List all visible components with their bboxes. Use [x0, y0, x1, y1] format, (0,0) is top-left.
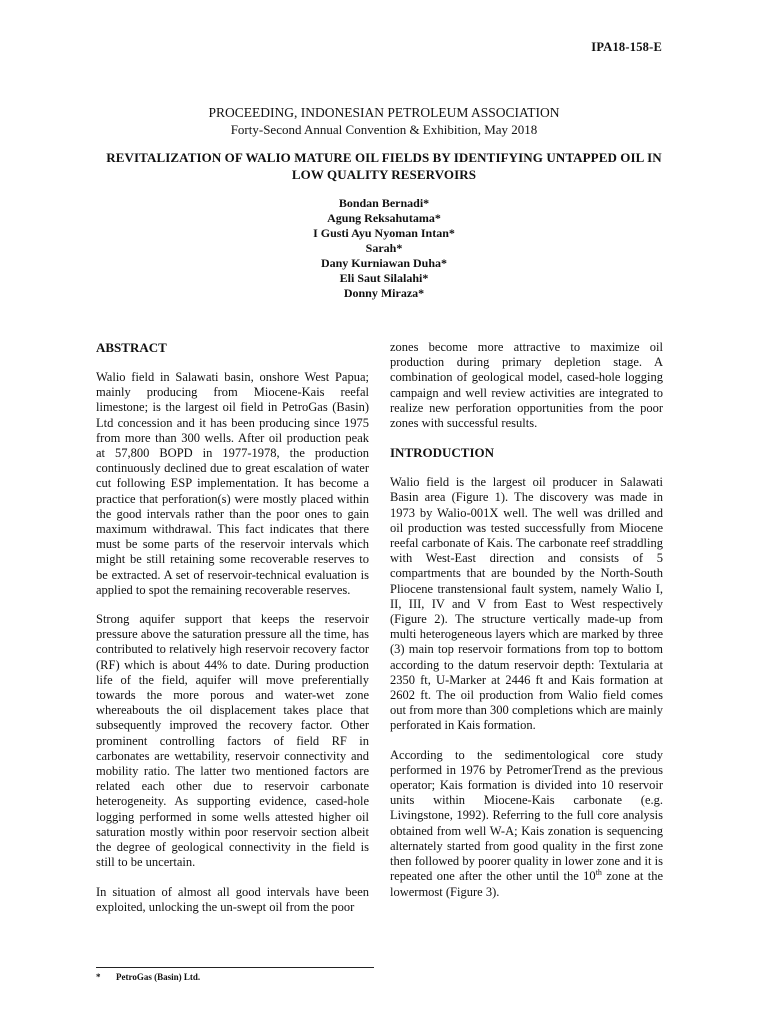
abstract-paragraph-1: Walio field in Salawati basin, onshore West Papua; mainly producing from Miocene-Kais reefal limestone; is the largest oil field in PetroGas (Basin) Ltd concession and it has been producing since 1975 from more than 300 wells. After oil production peak at 57,800 BOPD in 1977-1978, the production continuously declined due to great escalation of water cut following ESP implementation. It has become a practice that perforation(s) were mostly placed within the good intervals rather than the poor ones to gain maximum withdrawal. This fact indicates that there must be some parts of the reservoir intervals which might be still retaining some recoverable reserves to be extracted. A set of reservoir-technical evaluation is applied to spot the remaining recoverable reserves. [96, 370, 369, 597]
author: Donny Miraza* [343, 286, 425, 300]
footnote-divider [96, 967, 374, 968]
author-list [0, 196, 768, 301]
author: Dany Kurniawan Duha* [320, 256, 448, 270]
abstract-paragraph-3: In situation of almost all good intervals have been exploited, unlocking the un-swept oil from the poor [96, 884, 369, 914]
right-column [390, 340, 663, 914]
author: Agung Reksahutama* [327, 211, 441, 225]
author: I Gusti Ayu Nyoman Intan* [313, 226, 455, 240]
author: Bondan Bernadi* [338, 196, 430, 210]
ordinal-superscript: th [595, 868, 602, 878]
introduction-heading: INTRODUCTION [390, 445, 495, 461]
footnote [96, 972, 200, 982]
author: Sarah* [365, 241, 403, 255]
footnote-text: PetroGas (Basin) Ltd. [116, 972, 201, 982]
paper-title: REVITALIZATION OF WALIO MATURE OIL FIELDS BY IDENTIFYING UNTAPPED OIL IN LOW QUALITY RESERVOIRS [106, 150, 662, 182]
introduction-paragraph-2 [390, 748, 663, 900]
convention-line: Forty-Second Annual Convention & Exhibition, May 2018 [230, 122, 538, 137]
left-column [96, 340, 369, 929]
introduction-paragraph-2-tail: zone at the lowermost (Figure 3). [390, 869, 663, 899]
proceeding-title: PROCEEDING, INDONESIAN PETROLEUM ASSOCIATION [208, 105, 560, 120]
introduction-paragraph-1: Walio field is the largest oil producer in Salawati Basin area (Figure 1). The discovery was made in 1973 by Walio-001X well. The well was drilled and oil production was tested successfully from Miocene reefal carbonate of Kais. The carbonate reef straddling with West-East direction and consists of 5 compartments that are bounded by the North-South Pliocene transtensional fault system, namely Walio I, II, III, IV and V from East to West respectively (Figure 2). The structure vertically made-up from multi heterogeneous layers which are marked by three (3) main top reservoir formations from top to bottom according to the datum reservoir depth: Textularia at 2350 ft, U-Marker at 2446 ft and Kais formation at 2602 ft. The oil production from Walio field comes out from more than 300 completions which are mainly perforated in Kais formation. [390, 475, 663, 733]
abstract-paragraph-4: zones become more attractive to maximize oil production during primary depletion stage. A combination of geological model, cased-hole logging campaign and well review activities are integrated to realize new perforation opportunities from the poor zones with successful results. [390, 340, 663, 431]
author: Eli Saut Silalahi* [339, 271, 429, 285]
paper-id: IPA18-158-E [591, 40, 662, 54]
introduction-paragraph-2-text: According to the sedimentological core study performed in 1976 by PetromerTrend as the previous operator; Kais formation is divided into 10 reservoir units within Miocene-Kais carbonate (e.g. Livingstone, 1992). Referring to the full core analysis obtained from well W-A; Kais zonation is sequencing alternately started from good quality in the first zone then followed by poorer quality in lower zone and it is repeated one after the other until the 10 [390, 747, 663, 884]
footnote-mark: * [96, 972, 101, 982]
abstract-paragraph-2: Strong aquifer support that keeps the reservoir pressure above the saturation pressure all the time, has contributed to relatively high reservoir recovery factor (RF) which is about 44% to date. During production life of the field, aquifer will move preferentially towards the more porous and water-wet zone whereabouts the oil displacement takes place that subsequently improved the recovery factor. Other prominent controlling factors of field RF in carbonates are wettability, reservoir connectivity and mobility ratio. The latter two mentioned factors are related each other due to reservoir carbonate heterogeneity. As supporting evidence, cased-hole logging performed in some wells attested higher oil saturation mostly within poor reservoir section albeit the degree of geological connectivity in the field is still to be uncertain. [96, 612, 369, 870]
abstract-heading: ABSTRACT [96, 340, 167, 355]
